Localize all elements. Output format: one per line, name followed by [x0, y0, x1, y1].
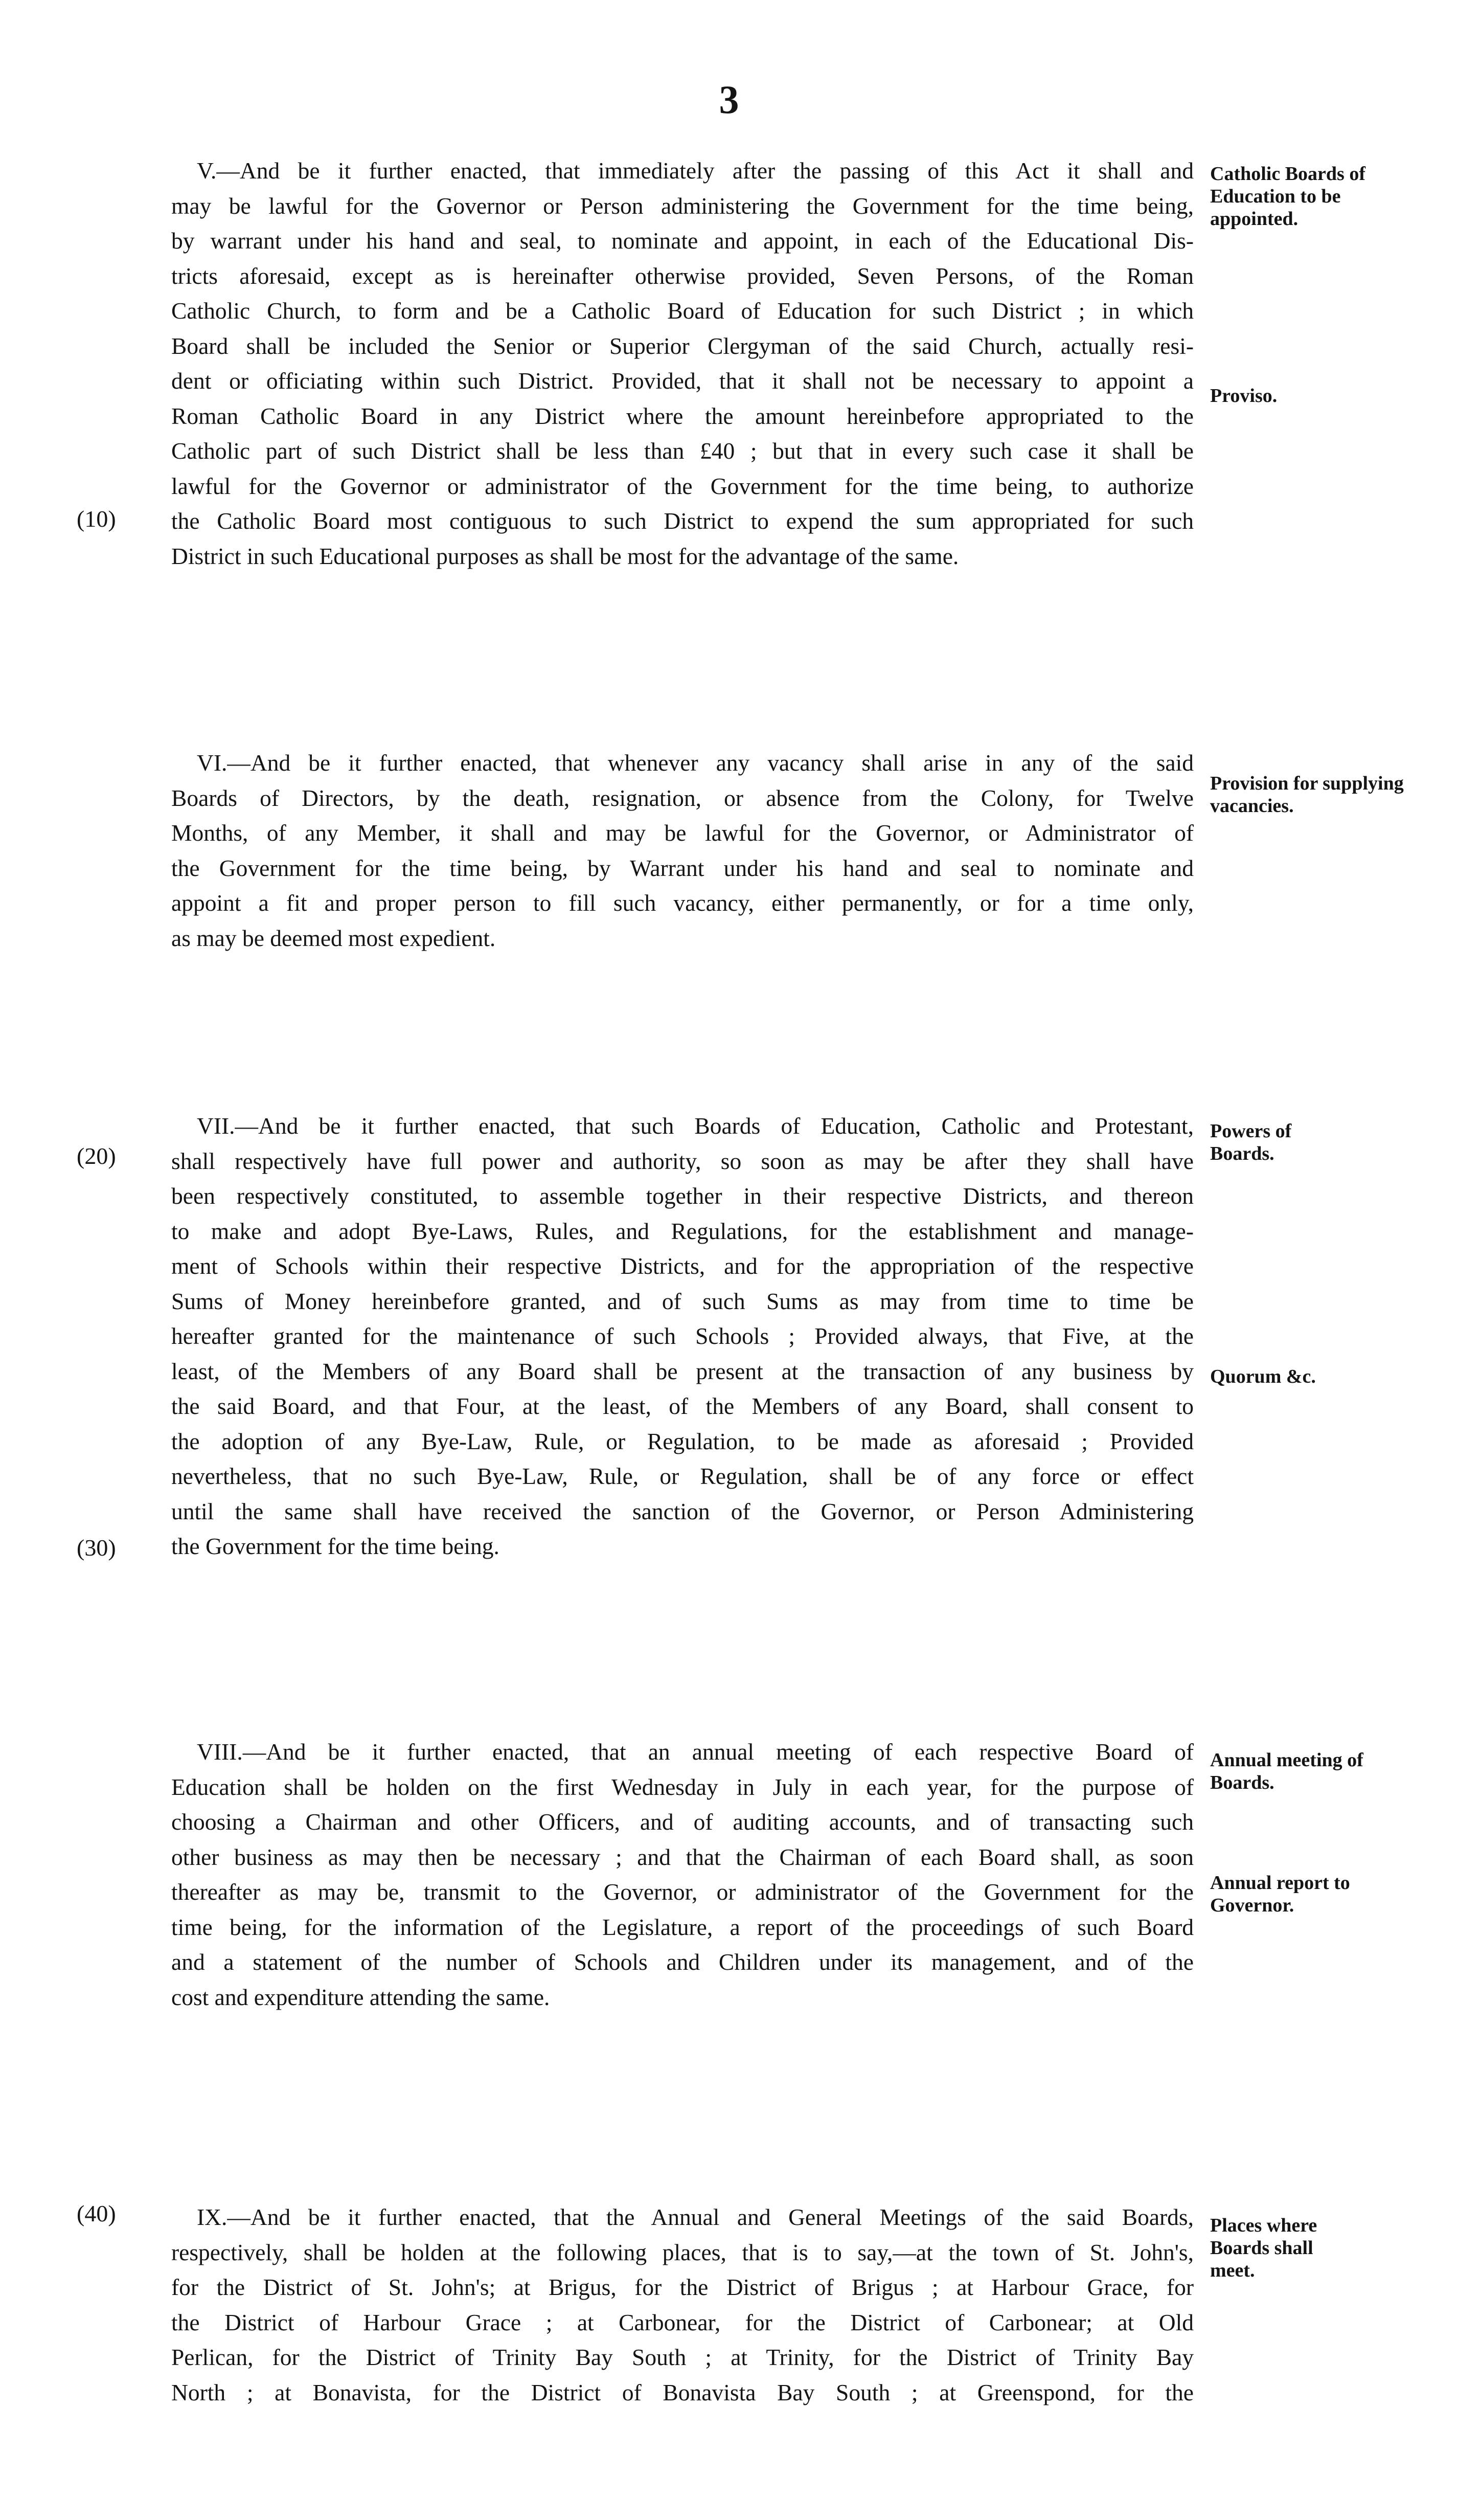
- text-line: VI.—And be it further enacted, that whenever any vacancy shall arise in any of the said: [197, 750, 1194, 776]
- text-line: as may be deemed most expedient.: [171, 925, 496, 951]
- text-line: lawful for the Governor or administrator of the Government for the time being, to authorize: [171, 472, 1194, 499]
- text-line: the District of Harbour Grace ; at Carbonear, for the District of Carbonear; at Old: [171, 2309, 1194, 2335]
- text-line: thereafter as may be, transmit to the Governor, or administrator of the Government for the: [171, 1879, 1194, 1905]
- text-line: dent or officiating within such District. Provided, that it shall not be necessary to appoint a: [171, 368, 1194, 394]
- text-line: for the District of St. John's; at Brigus, for the District of Brigus ; at Harbour Grace, for: [171, 2274, 1194, 2300]
- text-line: the Catholic Board most contiguous to such District to expend the sum appropriated for such: [171, 508, 1194, 534]
- section-vi: [171, 746, 1194, 956]
- section-viii: [171, 1735, 1194, 2015]
- text-line: VII.—And be it further enacted, that such Boards of Education, Catholic and Protestant,: [197, 1113, 1194, 1139]
- text-line: Perlican, for the District of Trinity Bay South ; at Trinity, for the District of Trinity Bay: [171, 2344, 1194, 2370]
- text-line: Sums of Money hereinbefore granted, and of such Sums as may from time to time be: [171, 1288, 1194, 1314]
- page-number: 3: [719, 77, 739, 122]
- section-ix: [171, 2200, 1194, 2410]
- text-line: to make and adopt Bye-Laws, Rules, and Regulations, for the establishment and manage-: [171, 1218, 1194, 1244]
- text-line: V.—And be it further enacted, that immediately after the passing of this Act it shall and: [197, 158, 1194, 184]
- text-line: been respectively constituted, to assemble together in their respective Districts, and thereon: [171, 1183, 1194, 1209]
- margin-note: Quorum &c.: [1210, 1366, 1316, 1387]
- text-line: shall respectively have full power and authority, so soon as may be after they shall have: [171, 1148, 1194, 1174]
- text-line: Education shall be holden on the first Wednesday in July in each year, for the purpose of: [171, 1773, 1194, 1800]
- text-line: Board shall be included the Senior or Superior Clergyman of the said Church, actually resi-: [171, 332, 1194, 359]
- text-line: Catholic part of such District shall be less than £40 ; but that in every such case it shall be: [171, 438, 1194, 464]
- text-line: cost and expenditure attending the same.: [171, 1984, 550, 2010]
- margin-note: Proviso.: [1210, 385, 1278, 407]
- text-line: VIII.—And be it further enacted, that an annual meeting of each respective Board of: [197, 1739, 1194, 1765]
- text-line: may be lawful for the Governor or Person administering the Government for the time being,: [171, 192, 1194, 219]
- text-line: tricts aforesaid, except as is hereinafter otherwise provided, Seven Persons, of the Roman: [171, 262, 1194, 289]
- text-line: choosing a Chairman and other Officers, and of auditing accounts, and of transacting such: [171, 1809, 1194, 1835]
- text-line: time being, for the information of the Legislature, a report of the proceedings of such Board: [171, 1914, 1194, 1940]
- margin-note: Provision for supplying vacancies.: [1210, 773, 1404, 817]
- text-line: and a statement of the number of Schools and Children under its management, and of the: [171, 1949, 1194, 1975]
- text-line: other business as may then be necessary ; and that the Chairman of each Board shall, as soon: [171, 1843, 1194, 1870]
- margin-note: Annual report to Governor.: [1210, 1872, 1350, 1916]
- text-line: the Government for the time being, by Warrant under his hand and seal to nominate and: [171, 854, 1194, 881]
- text-line: least, of the Members of any Board shall be present at the transaction of any business by: [171, 1358, 1194, 1384]
- text-line: nevertheless, that no such Bye-Law, Rule, or Regulation, shall be of any force or effect: [171, 1463, 1194, 1489]
- text-line: District in such Educational purposes as shall be most for the advantage of the same.: [171, 543, 959, 569]
- line-number: (20): [77, 1143, 116, 1169]
- section-v: [171, 153, 1194, 574]
- text-line: ment of Schools within their respective Districts, and for the appropriation of the respective: [171, 1253, 1194, 1279]
- margin-note: Catholic Boards of Education to be appointed.: [1210, 163, 1365, 230]
- line-number: (40): [77, 2200, 116, 2226]
- margin-note: Powers of Boards.: [1210, 1120, 1292, 1164]
- line-number: (10): [77, 506, 116, 532]
- section-vii: [171, 1109, 1194, 1564]
- text-line: appoint a fit and proper person to fill such vacancy, either permanently, or for a time only,: [171, 890, 1194, 916]
- text-line: North ; at Bonavista, for the District of Bonavista Bay South ; at Greenspond, for the: [171, 2379, 1194, 2405]
- text-line: by warrant under his hand and seal, to nominate and appoint, in each of the Educational Dis-: [171, 228, 1194, 254]
- text-line: the said Board, and that Four, at the least, of the Members of any Board, shall consent to: [171, 1393, 1194, 1419]
- text-line: hereafter granted for the maintenance of such Schools ; Provided always, that Five, at the: [171, 1323, 1194, 1349]
- margin-note: Places where Boards shall meet.: [1210, 2215, 1317, 2281]
- text-line: IX.—And be it further enacted, that the Annual and General Meetings of the said Boards,: [197, 2204, 1194, 2230]
- text-line: the adoption of any Bye-Law, Rule, or Regulation, to be made as aforesaid ; Provided: [171, 1428, 1194, 1454]
- text-line: Months, of any Member, it shall and may be lawful for the Governor, or Administrator of: [171, 820, 1194, 846]
- line-number: (30): [77, 1535, 116, 1561]
- text-line: Catholic Church, to form and be a Catholic Board of Education for such District ; in which: [171, 298, 1194, 324]
- text-line: the Government for the time being.: [171, 1533, 499, 1559]
- text-line: Boards of Directors, by the death, resignation, or absence from the Colony, for Twelve: [171, 784, 1194, 811]
- text-line: respectively, shall be holden at the following places, that is to say,—at the town of St. John's,: [171, 2239, 1194, 2265]
- text-line: Roman Catholic Board in any District where the amount hereinbefore appropriated to the: [171, 402, 1194, 429]
- text-line: until the same shall have received the sanction of the Governor, or Person Administering: [171, 1498, 1194, 1524]
- margin-note: Annual meeting of Boards.: [1210, 1749, 1363, 1793]
